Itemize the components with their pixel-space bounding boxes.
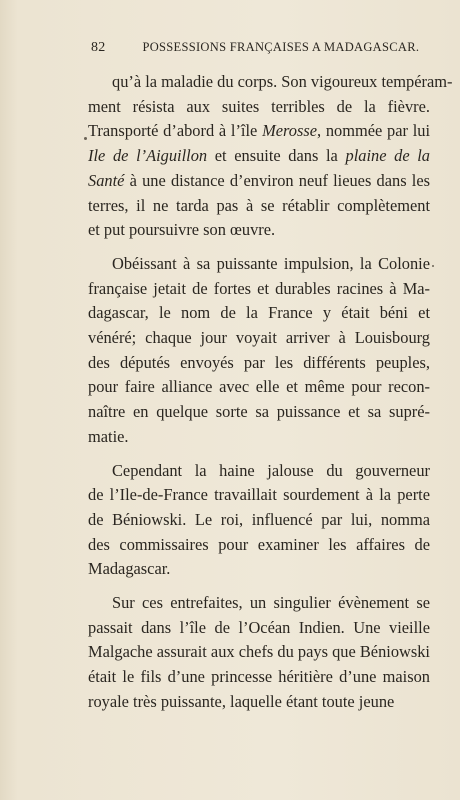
text-line bbox=[88, 665, 430, 690]
text-line bbox=[88, 375, 430, 400]
text-line bbox=[88, 144, 430, 169]
text-line bbox=[88, 640, 430, 665]
text-line bbox=[88, 95, 430, 120]
paragraph bbox=[88, 252, 430, 450]
text-line bbox=[88, 218, 430, 243]
text-line bbox=[88, 425, 430, 450]
text-line bbox=[88, 301, 430, 326]
text-run: qu’à la maladie du corps. Son vigoureux tempéram- bbox=[112, 72, 453, 91]
text-run: des députés envoyés par les différents peuples, bbox=[88, 352, 430, 372]
running-title: POSSESSIONS FRANÇAISES A MADAGASCAR. bbox=[142, 40, 420, 54]
italic-run: Merosse bbox=[262, 121, 317, 141]
text-run: Cependant la haine jalouse du gouverneur bbox=[112, 460, 430, 480]
text-line bbox=[88, 252, 430, 277]
text-run: royale très puissante, laquelle étant toute jeune bbox=[88, 691, 395, 711]
body-text bbox=[88, 70, 453, 724]
text-run: naître en quelque sorte sa puissance et sa supré- bbox=[88, 402, 430, 422]
text-line bbox=[88, 690, 430, 715]
text-line bbox=[88, 326, 430, 351]
text-line bbox=[88, 277, 430, 302]
paper-speck bbox=[432, 265, 434, 267]
text-line bbox=[88, 70, 453, 95]
paragraph bbox=[88, 70, 453, 243]
text-run: était le fils d’une princesse héritière d’une maison bbox=[88, 667, 430, 687]
italic-run: Ile de l’Aiguillon bbox=[88, 146, 208, 166]
text-run: française jetait de fortes et durables racines à Ma- bbox=[88, 278, 430, 298]
italic-run: Santé bbox=[88, 170, 125, 190]
text-line bbox=[88, 194, 430, 219]
text-line bbox=[88, 616, 430, 641]
text-run: et put poursuivre son œuvre. bbox=[88, 220, 276, 240]
paragraph bbox=[88, 459, 430, 583]
text-line bbox=[88, 351, 430, 376]
text-run: matie. bbox=[88, 426, 129, 446]
text-run: passait dans l’île de l’Océan Indien. Une vieille bbox=[88, 617, 430, 637]
text-run: , nommée par lui bbox=[317, 121, 431, 141]
text-run: Obéissant à sa puissante impulsion, la Colonie bbox=[112, 253, 430, 273]
text-line bbox=[88, 508, 430, 533]
text-run: et ensuite dans la bbox=[207, 146, 346, 166]
paragraph bbox=[88, 591, 430, 715]
text-run: pour faire alliance avec elle et même pour recon- bbox=[88, 377, 430, 397]
text-run: vénéré; chaque jour voyait arriver à Louisbourg bbox=[88, 328, 430, 348]
text-line bbox=[88, 533, 430, 558]
text-run: Madagascar. bbox=[88, 559, 171, 579]
paper-speck bbox=[84, 137, 87, 140]
text-line bbox=[88, 400, 430, 425]
text-run: de Béniowski. Le roi, influencé par lui, nomma bbox=[88, 509, 430, 529]
text-line bbox=[88, 119, 430, 144]
text-run: Transporté d’abord à l’île bbox=[88, 121, 263, 141]
running-header bbox=[91, 40, 420, 56]
text-run: de l’Ile-de-France travaillait sourdement à la perte bbox=[88, 485, 430, 505]
text-line bbox=[88, 459, 430, 484]
text-line bbox=[88, 591, 430, 616]
text-run: Sur ces entrefaites, un singulier évènement se bbox=[112, 593, 430, 613]
page-number: 82 bbox=[91, 40, 106, 55]
text-run: terres, il ne tarda pas à se rétablir complètement bbox=[88, 195, 430, 215]
text-run: des commissaires pour examiner les affaires de bbox=[88, 534, 430, 554]
text-line bbox=[88, 557, 430, 582]
text-run: à une distance d’environ neuf lieues dans les bbox=[124, 170, 430, 190]
text-run: dagascar, le nom de la France y était béni et bbox=[88, 303, 430, 323]
text-run: ment résista aux suites terribles de la fièvre. bbox=[88, 96, 430, 116]
text-line bbox=[88, 483, 430, 508]
text-line bbox=[88, 169, 430, 194]
text-run: Malgache assurait aux chefs du pays que Béniowski bbox=[88, 642, 430, 662]
italic-run: plaine de la bbox=[345, 146, 430, 166]
